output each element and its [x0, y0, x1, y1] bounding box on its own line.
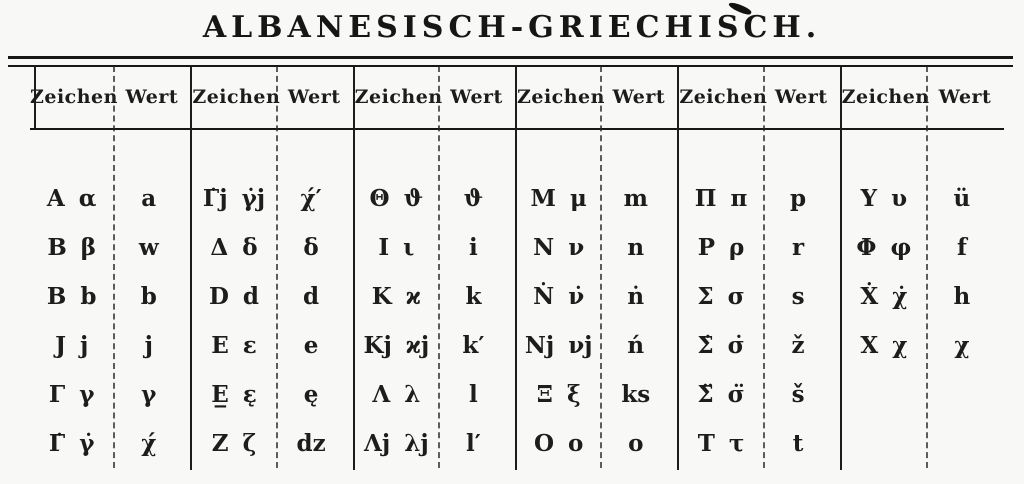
table-row: [517, 223, 677, 272]
table-row: [192, 321, 352, 370]
header-wert-label: Wert: [450, 86, 503, 108]
table-row: [355, 370, 515, 419]
pair-divider-dashed: [438, 66, 440, 468]
wert-cell: ę: [303, 381, 319, 408]
table-row: [30, 174, 190, 223]
table-row: [517, 272, 677, 321]
zeichen-cell: Γ γ: [48, 381, 95, 408]
table-row: [842, 174, 1004, 223]
table-row: [30, 223, 190, 272]
zeichen-cell: E ε: [211, 332, 257, 359]
zeichen-cell: Δ δ: [210, 234, 258, 261]
pair-divider-dashed: [276, 66, 278, 468]
alphabet-table: [30, 66, 1004, 470]
wert-cell: e: [303, 332, 319, 359]
zeichen-cell: Λj λj: [364, 430, 429, 457]
wert-cell: t: [792, 430, 804, 457]
zeichen-cell: M μ: [530, 185, 587, 212]
zeichen-cell: Σ̈ σ̈: [697, 381, 745, 408]
table-row: [355, 272, 515, 321]
group-rows: [679, 130, 839, 470]
wert-cell: χ́: [141, 430, 157, 457]
group-rows: [355, 130, 515, 470]
table-header-row: [679, 66, 839, 130]
table-row: [30, 321, 190, 370]
header-zeichen-label: Zeichen: [679, 86, 768, 108]
group-rows: [842, 130, 1004, 470]
wert-cell: i: [469, 234, 478, 261]
table-row: [192, 370, 352, 419]
zeichen-cell: Γ̇ γ̇: [48, 430, 95, 457]
zeichen-cell: P ρ: [697, 234, 745, 261]
table-row: [679, 223, 839, 272]
wert-cell: χ: [954, 332, 970, 359]
zeichen-cell: Nj νj: [524, 332, 593, 359]
wert-cell: j: [144, 332, 153, 359]
table-row: [842, 321, 1004, 370]
header-zeichen-label: Zeichen: [516, 86, 605, 108]
wert-cell: š: [791, 381, 805, 408]
table-row: [842, 223, 1004, 272]
zeichen-cell: D d: [208, 283, 260, 310]
table-row: [679, 272, 839, 321]
zeichen-cell: Σ σ: [697, 283, 745, 310]
header-zeichen-label: Zeichen: [192, 86, 281, 108]
table-row: [517, 174, 677, 223]
table-row: [679, 174, 839, 223]
zeichen-cell: Γ̇j γ̇j: [202, 185, 266, 212]
wert-cell: r: [792, 234, 805, 261]
wert-cell: ṅ: [627, 283, 645, 310]
wert-cell: dz: [296, 430, 326, 457]
table-row: [30, 419, 190, 468]
zeichen-cell: Kj ϰj: [363, 332, 430, 359]
wert-cell: b: [140, 283, 157, 310]
zeichen-cell: B β: [47, 234, 97, 261]
zeichen-cell: Λ λ: [372, 381, 421, 408]
wert-cell: d: [303, 283, 320, 310]
wert-cell: k: [465, 283, 482, 310]
zeichen-cell: Φ φ: [856, 234, 912, 261]
zeichen-cell: Θ ϑ: [369, 185, 424, 212]
group-rows: [192, 130, 352, 470]
table-header-row: [30, 66, 190, 130]
group-rows: [30, 130, 190, 470]
table-row: [842, 272, 1004, 321]
page-title: ALBANESISCH-GRIECHISCH.: [202, 10, 822, 45]
wert-cell: h: [953, 283, 971, 310]
pair-divider-dashed: [600, 66, 602, 468]
wert-cell: ž: [791, 332, 805, 359]
table-row: [679, 370, 839, 419]
header-zeichen-label: Zeichen: [30, 86, 118, 108]
wert-cell: ks: [621, 381, 651, 408]
zeichen-cell: J j: [55, 332, 89, 359]
wert-cell: δ: [303, 234, 319, 261]
wert-cell: s: [791, 283, 805, 310]
wert-cell: f: [956, 234, 967, 261]
table-header-row: [842, 66, 1004, 130]
table-row: [192, 223, 352, 272]
zeichen-cell: Σ̇ σ̇: [697, 332, 745, 359]
table-row: [679, 321, 839, 370]
header-wert-label: Wert: [125, 86, 179, 108]
wert-cell: o: [628, 430, 644, 457]
column-group: [30, 66, 192, 470]
header-wert-label: Wert: [938, 86, 992, 108]
wert-cell: ń: [627, 332, 645, 359]
table-header-row: [517, 66, 677, 130]
wert-cell: l′: [466, 430, 481, 457]
wert-cell: l: [469, 381, 478, 408]
zeichen-cell: Z ζ: [211, 430, 257, 457]
zeichen-cell: T τ: [697, 430, 745, 457]
table-row: [30, 370, 190, 419]
column-group: [517, 66, 679, 470]
column-group: [679, 66, 841, 470]
zeichen-cell: Ẋ χ̇: [860, 283, 908, 310]
zeichen-cell: E̲ ε̨: [211, 381, 257, 408]
column-group: [842, 66, 1004, 470]
header-zeichen-label: Zeichen: [354, 86, 443, 108]
zeichen-cell: O ο: [533, 430, 584, 457]
pair-divider-dashed: [113, 66, 115, 468]
table-row: [192, 419, 352, 468]
table-header-row: [192, 66, 352, 130]
zeichen-cell: Υ υ: [860, 185, 908, 212]
table-row: [842, 419, 1004, 468]
zeichen-cell: Ξ ξ: [536, 381, 581, 408]
zeichen-cell: X χ: [860, 332, 908, 359]
column-group: [355, 66, 517, 470]
table-row: [192, 174, 352, 223]
zeichen-cell: Ṅ ν̇: [533, 283, 585, 310]
table-row: [355, 223, 515, 272]
wert-cell: n: [627, 234, 645, 261]
zeichen-cell: B b: [46, 283, 97, 310]
table-header-row: [355, 66, 515, 130]
wert-cell: m: [623, 185, 648, 212]
zeichen-cell: A α: [46, 185, 97, 212]
table-row: [355, 419, 515, 468]
wert-cell: γ: [141, 381, 157, 408]
pair-divider-dashed: [763, 66, 765, 468]
zeichen-cell: I ι: [378, 234, 415, 261]
table-row: [355, 174, 515, 223]
header-zeichen-label: Zeichen: [841, 86, 930, 108]
table-row: [517, 321, 677, 370]
wert-cell: a: [141, 185, 157, 212]
zeichen-cell: Π π: [694, 185, 748, 212]
wert-cell: k′: [462, 332, 485, 359]
zeichen-cell: K ϰ: [371, 283, 421, 310]
table-row: [517, 419, 677, 468]
table-row: [679, 419, 839, 468]
header-wert-label: Wert: [612, 86, 666, 108]
wert-cell: ϑ: [463, 185, 484, 212]
wert-cell: w: [138, 234, 159, 261]
header-wert-label: Wert: [774, 86, 828, 108]
table-row: [517, 370, 677, 419]
table-row: [842, 370, 1004, 419]
table-row: [192, 272, 352, 321]
pair-divider-dashed: [926, 66, 928, 468]
table-row: [355, 321, 515, 370]
group-rows: [517, 130, 677, 470]
table-row: [30, 272, 190, 321]
header-wert-label: Wert: [287, 86, 341, 108]
wert-cell: p: [790, 185, 807, 212]
wert-cell: ü: [953, 185, 971, 212]
column-group: [192, 66, 354, 470]
zeichen-cell: N ν: [533, 234, 585, 261]
wert-cell: χ́′: [300, 185, 322, 212]
